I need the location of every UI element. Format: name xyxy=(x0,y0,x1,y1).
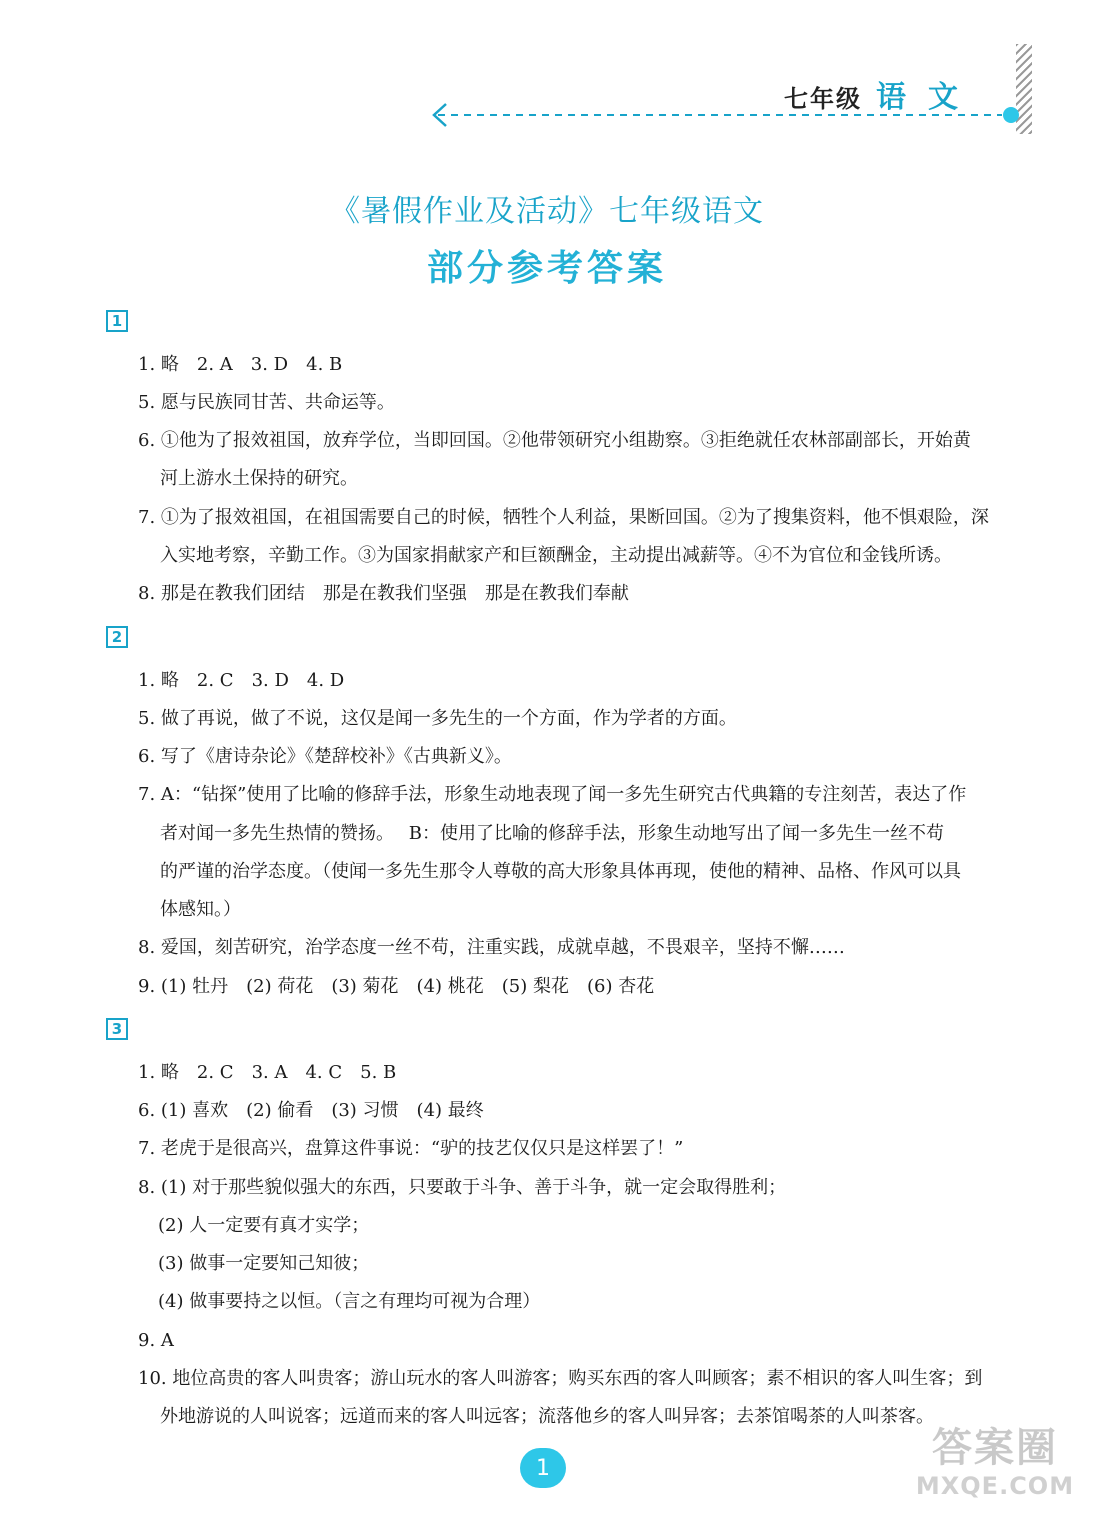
answer-line: 1. 略 2. C 3. A 4. C 5. B xyxy=(138,1062,397,1083)
answer-line: 7. ①为了报效祖国，在祖国需要自己的时候，牺牲个人利益，果断回国。②为了搜集资料，他不惧艰险，深 xyxy=(138,507,989,528)
answer-line: 1. 略 2. A 3. D 4. B xyxy=(138,354,343,375)
answer-line: 8. 那是在教我们团结 那是在教我们坚强 那是在教我们奉献 xyxy=(138,583,629,604)
page-title: 《暑假作业及活动》七年级语文 xyxy=(330,194,764,229)
watermark-top: 答案圈 xyxy=(932,1425,1058,1471)
answer-line: 体感知。） xyxy=(160,899,241,920)
answer-line: 1. 略 2. C 3. D 4. D xyxy=(138,670,345,691)
answer-line: 的严谨的治学态度。（使闻一多先生那令人尊敬的高大形象具体再现，使他的精神、品格、作风可以具 xyxy=(160,861,961,882)
answer-line: 7. A：“钻探”使用了比喻的修辞手法，形象生动地表现了闻一多先生研究古代典籍的专注刻苦，表达了作 xyxy=(138,784,967,805)
watermark-logo xyxy=(910,1424,1080,1510)
answer-line: (4) 做事要持之以恒。（言之有理均可视为合理） xyxy=(158,1291,541,1312)
page-subtitle: 部分参考答案 xyxy=(426,248,667,289)
answer-line: 入实地考察，辛勤工作。③为国家捐献家产和巨额酬金，主动提出减薪等。④不为官位和金钱所诱。 xyxy=(160,545,952,566)
answer-line: 10. 地位高贵的客人叫贵客；游山玩水的客人叫游客；购买东西的客人叫顾客；素不相识的客人叫生客；到 xyxy=(138,1368,983,1389)
answer-line: 9. (1) 牡丹 (2) 荷花 (3) 菊花 (4) 桃花 (5) 梨花 (6) 杏花 xyxy=(138,976,655,997)
section-number: 2 xyxy=(106,626,128,648)
answer-line: 5. 做了再说，做了不说，这仅是闻一多先生的一个方面，作为学者的方面。 xyxy=(138,708,737,729)
answer-line: 5. 愿与民族同甘苦、共命运等。 xyxy=(138,392,395,413)
answer-line: 8. 爱国，刻苦研究，治学态度一丝不苟，注重实践，成就卓越，不畏艰辛，坚持不懈…… xyxy=(138,937,845,958)
header-subject: 语文 xyxy=(876,80,980,115)
header-dashed-arrow xyxy=(430,100,1030,130)
answer-line: 河上游水土保持的研究。 xyxy=(160,468,358,489)
answer-line: (3) 做事一定要知己知彼； xyxy=(158,1253,370,1274)
section-number: 1 xyxy=(106,310,128,332)
answer-line: 者对闻一多先生热情的赞扬。 B：使用了比喻的修辞手法，形象生动地写出了闻一多先生一丝不苟 xyxy=(160,823,944,844)
page-number: 1 xyxy=(520,1448,566,1488)
header-grade: 七年级 xyxy=(784,85,862,113)
answer-line: 6. ①他为了报效祖国，放弃学位，当即回国。②他带领研究小组勘察。③拒绝就任农林部副部长，开始黄 xyxy=(138,430,971,451)
section-number: 3 xyxy=(106,1018,128,1040)
answer-line: (2) 人一定要有真才实学； xyxy=(158,1215,370,1236)
answer-line: 9. A xyxy=(138,1330,174,1351)
answer-line: 6. 写了《唐诗杂论》《楚辞校补》《古典新义》。 xyxy=(138,746,512,767)
answer-line: 外地游说的人叫说客；远道而来的客人叫远客；流落他乡的客人叫异客；去茶馆喝茶的人叫茶客。 xyxy=(160,1406,934,1427)
answer-line: 6. (1) 喜欢 (2) 偷看 (3) 习惯 (4) 最终 xyxy=(138,1100,484,1121)
watermark-bottom: MXQE.COM xyxy=(915,1472,1075,1500)
answer-line: 8. (1) 对于那些貌似强大的东西，只要敢于斗争、善于斗争，就一定会取得胜利； xyxy=(138,1177,787,1198)
answer-line: 7. 老虎于是很高兴，盘算这件事说：“驴的技艺仅仅只是这样罢了！” xyxy=(138,1138,684,1159)
